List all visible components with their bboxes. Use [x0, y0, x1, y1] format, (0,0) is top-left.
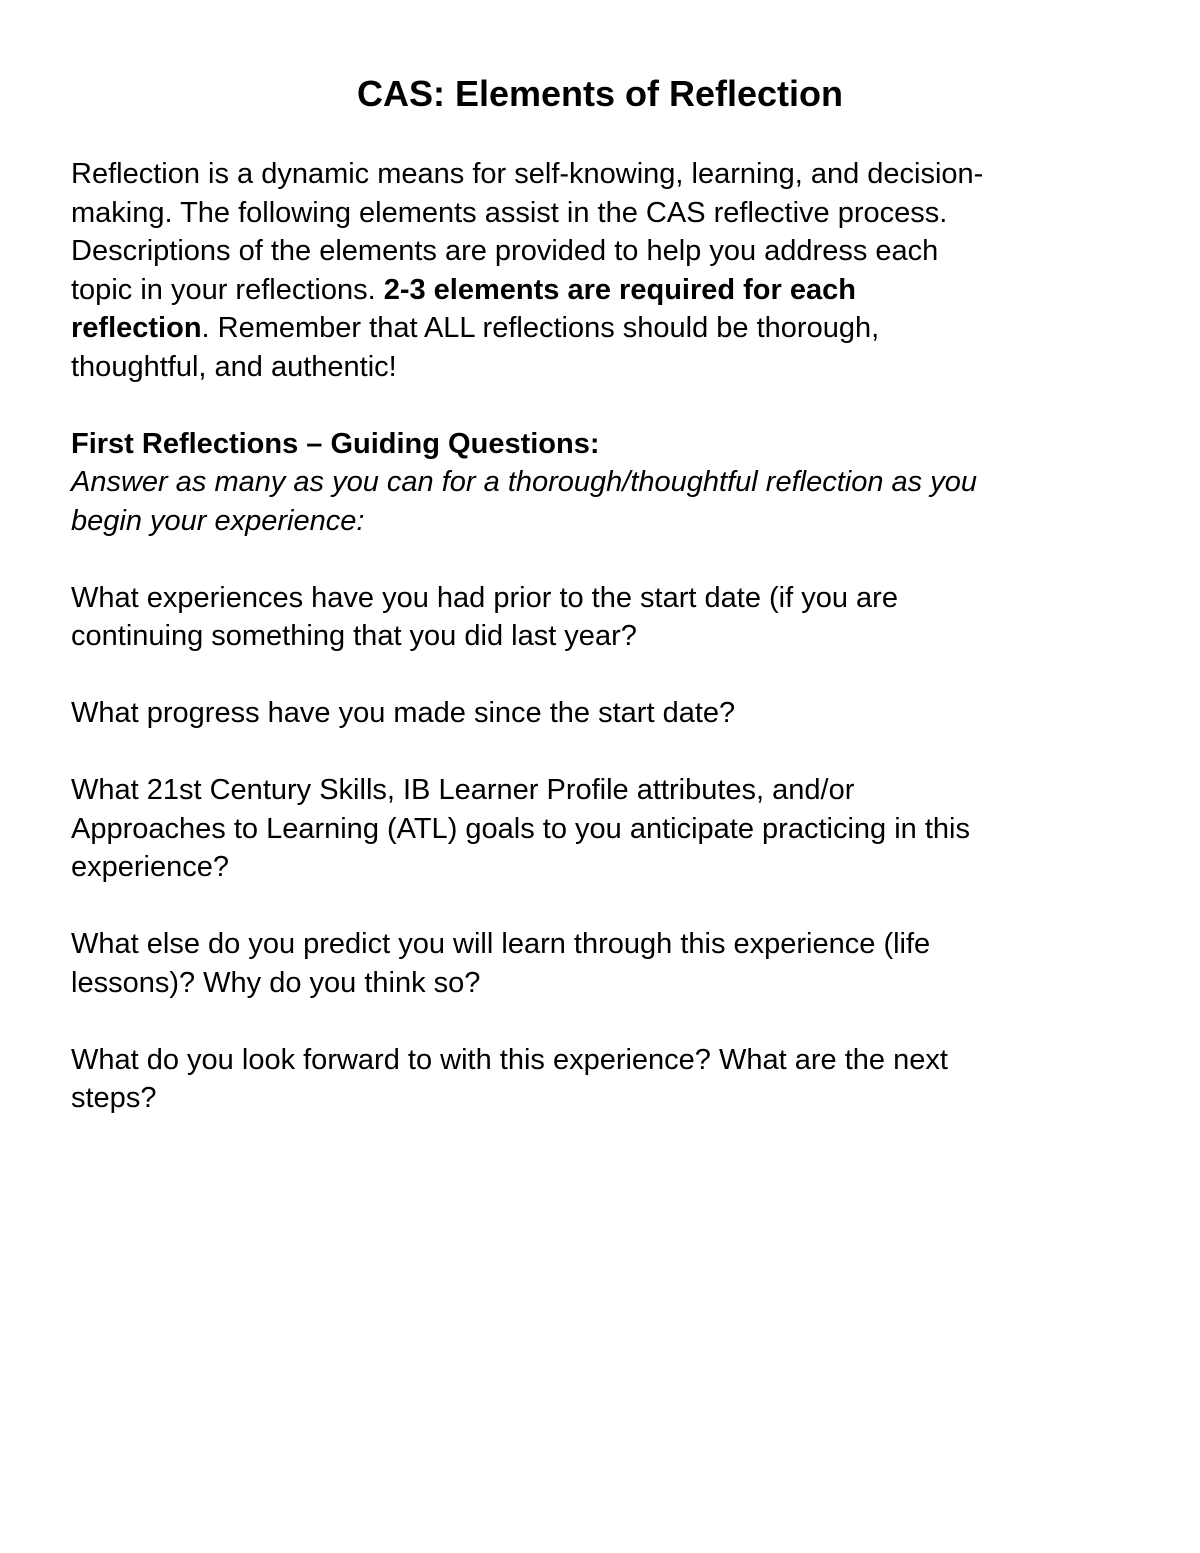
intro-requirement-bold-1: 2-3 elements are required for each	[383, 273, 856, 306]
intro-paragraph	[71, 155, 1141, 386]
question-2-line-1: What progress have you made since the start date?	[71, 697, 736, 729]
intro-line-1: Reflection is a dynamic means for self-knowing, learning, and decision-	[71, 158, 984, 190]
question-3-line-3: experience?	[71, 851, 229, 883]
intro-line-2: making. The following elements assist in the CAS reflective process.	[71, 196, 948, 229]
question-1-line-1: What experiences have you had prior to the start date (if you are	[71, 581, 898, 614]
question-5	[71, 1041, 1141, 1118]
question-4	[71, 925, 1141, 1002]
intro-line-3: Descriptions of the elements are provided to help you address each	[71, 235, 939, 267]
question-5-line-2: steps?	[71, 1082, 157, 1114]
intro-line-6: thoughtful, and authentic!	[71, 350, 397, 383]
instruction-line-2: begin your experience:	[71, 504, 365, 537]
intro-line-4: topic in your reflections.	[71, 273, 384, 306]
question-4-line-2: lessons)? Why do you think so?	[71, 966, 481, 999]
question-3-line-2: Approaches to Learning (ATL) goals to you anticipate practicing in this	[71, 812, 970, 845]
question-1-line-2: continuing something that you did last year?	[71, 620, 637, 652]
section-instruction	[71, 463, 1141, 540]
question-4-line-1: What else do you predict you will learn through this experience (life	[71, 928, 931, 960]
section-heading: First Reflections – Guiding Questions:	[71, 427, 600, 460]
instruction-line-1: Answer as many as you can for a thorough/thoughtful reflection as you	[71, 466, 977, 498]
question-2	[71, 694, 1141, 733]
question-3	[71, 771, 1141, 887]
intro-line-5: . Remember that ALL reflections should be thorough,	[201, 312, 880, 344]
document-body	[71, 155, 1141, 1156]
question-5-line-1: What do you look forward to with this experience? What are the next	[71, 1043, 948, 1076]
question-3-line-1: What 21st Century Skills, IB Learner Profile attributes, and/or	[71, 774, 855, 806]
intro-requirement-bold-2: reflection	[71, 312, 202, 344]
document-title: CAS: Elements of Reflection	[356, 73, 844, 114]
question-1	[71, 579, 1141, 656]
